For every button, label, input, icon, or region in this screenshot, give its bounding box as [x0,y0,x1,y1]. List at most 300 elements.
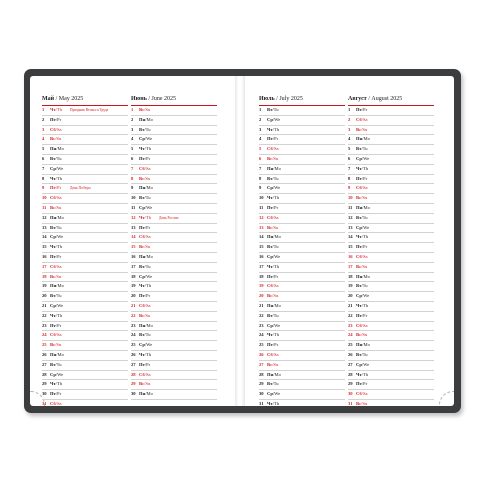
day-row[interactable] [42,253,128,263]
day-row[interactable] [259,145,345,155]
day-row[interactable] [259,273,345,283]
day-row[interactable] [259,351,345,361]
weekday-en: /Su [272,361,279,367]
weekday-ru: Чт [267,195,273,201]
weekday-ru: Сб [356,185,362,191]
day-number: 7 [348,165,351,171]
weekday-en: /Su [55,273,62,279]
day-row[interactable] [259,214,345,224]
day-number: 26 [348,351,353,357]
day-number: 15 [42,244,47,250]
weekday-en: /Tu [144,195,151,201]
weekday-ru: Чт [356,371,362,377]
weekday-ru: Пт [139,155,145,161]
day-row[interactable] [259,243,345,253]
weekday-ru: Вс [50,273,56,279]
weekday-ru: Вс [139,244,145,250]
month-title [348,96,434,106]
day-row[interactable] [131,351,217,361]
weekday-en: /Sa [55,195,62,201]
day-row[interactable] [348,126,434,136]
day-row[interactable] [259,390,345,400]
day-row[interactable] [259,400,345,406]
day-row[interactable] [131,390,217,400]
day-row[interactable] [348,204,434,214]
weekday-ru: Пн [267,165,274,171]
day-row[interactable] [348,282,434,292]
day-number: 12 [348,214,353,220]
day-row[interactable] [42,155,128,165]
day-row[interactable] [131,341,217,351]
day-row[interactable] [259,253,345,263]
weekday-en: /Su [144,107,151,112]
day-row[interactable] [131,106,217,116]
day-row[interactable] [42,204,128,214]
day-number: 18 [42,273,47,279]
day-row[interactable] [131,155,217,165]
weekday-en: /Fr [272,273,279,279]
day-row[interactable] [259,135,345,145]
day-number: 5 [348,146,351,152]
day-row[interactable] [348,116,434,126]
weekday-en: /Mo [56,351,64,357]
weekday-ru: Вт [50,293,56,299]
weekday-ru: Пт [50,322,56,328]
day-row[interactable] [42,135,128,145]
weekday-en: /Fr [361,244,368,250]
day-number: 16 [131,253,136,259]
day-row[interactable] [131,273,217,283]
weekday-ru: Чт [356,234,362,240]
day-row[interactable] [131,135,217,145]
day-row[interactable] [348,380,434,390]
day-row[interactable] [259,106,345,116]
day-number: 25 [131,342,136,348]
day-row[interactable] [259,292,345,302]
weekday-en: /Fr [144,361,151,367]
day-row[interactable] [348,145,434,155]
day-number: 14 [131,234,136,240]
day-row[interactable] [42,400,128,406]
day-number: 11 [131,204,136,210]
day-row[interactable] [42,145,128,155]
weekday-en: /We [272,391,281,397]
day-number: 4 [131,136,134,142]
weekday-en: /Mo [362,136,370,142]
day-row[interactable] [131,194,217,204]
day-number: 29 [348,381,353,387]
day-row[interactable] [259,282,345,292]
day-number: 14 [348,234,353,240]
day-row[interactable] [348,233,434,243]
weekday-ru: Вс [139,312,145,318]
weekday-ru: Сб [50,195,56,201]
day-number: 12 [42,214,47,220]
day-row[interactable] [348,390,434,400]
day-row[interactable] [42,322,128,332]
day-row[interactable] [259,302,345,312]
day-row[interactable] [131,380,217,390]
day-number: 29 [42,381,47,387]
weekday-ru: Чт [267,263,273,269]
day-row[interactable] [131,224,217,234]
weekday-en: /We [272,253,281,259]
day-number: 4 [42,136,45,142]
day-number: 22 [131,312,136,318]
book-gutter [235,76,245,406]
day-row[interactable] [348,371,434,381]
weekday-en: /Tu [272,175,279,181]
weekday-en: /We [361,293,370,299]
weekday-ru: Пт [50,253,56,259]
day-number: 31 [259,400,264,406]
day-row[interactable] [131,371,217,381]
weekday-ru: Ср [356,361,362,367]
day-row[interactable] [131,253,217,263]
day-number: 3 [42,126,45,132]
day-number: 10 [259,195,264,201]
day-row[interactable] [348,351,434,361]
day-number: 21 [348,302,353,308]
weekday-en: /Tu [361,283,368,289]
weekday-en: /Sa [55,263,62,269]
weekday-en: /Su [272,293,279,299]
day-row[interactable] [131,116,217,126]
day-row[interactable] [42,390,128,400]
weekday-en: /Th [272,400,280,406]
weekday-en: /Th [361,371,369,377]
day-row[interactable] [131,361,217,371]
day-row[interactable] [259,331,345,341]
weekday-en: /Sa [144,371,151,377]
day-number: 29 [131,381,136,387]
weekday-en: /Mo [362,342,370,348]
day-row[interactable] [348,224,434,234]
weekday-ru: Чт [50,244,56,250]
weekday-ru: Вс [267,224,273,230]
day-row[interactable] [42,312,128,322]
month-title [42,96,128,106]
weekday-ru: Ср [50,371,56,377]
weekday-en: /Th [361,165,369,171]
day-row[interactable] [42,282,128,292]
day-row[interactable] [42,371,128,381]
weekday-en: /Th [272,263,280,269]
day-row[interactable] [259,263,345,273]
day-row[interactable] [42,341,128,351]
weekday-ru: Пн [267,302,274,308]
day-row[interactable] [131,322,217,332]
weekday-ru: Чт [139,283,145,289]
day-row[interactable] [259,126,345,136]
month-name-en: / July 2025 [274,96,303,102]
day-row[interactable] [42,292,128,302]
day-row[interactable] [348,273,434,283]
day-number: 24 [42,332,47,338]
day-row[interactable] [42,184,128,194]
day-row[interactable] [259,116,345,126]
weekday-ru: Вс [356,263,362,269]
day-row[interactable] [259,175,345,185]
day-row[interactable] [348,165,434,175]
day-row[interactable] [348,214,434,224]
weekday-en: /Fr [272,136,279,142]
weekday-ru: Вт [50,361,56,367]
day-row[interactable] [42,263,128,273]
day-row[interactable] [348,302,434,312]
weekday-en: /Tu [55,361,62,367]
day-number: 2 [42,116,45,122]
day-row[interactable] [131,184,217,194]
day-row[interactable] [348,341,434,351]
day-number: 21 [259,302,264,308]
weekday-ru: Сб [356,391,362,397]
day-number: 10 [131,195,136,201]
day-number: 6 [348,155,351,161]
weekday-ru: Пн [139,253,146,259]
day-row[interactable] [131,175,217,185]
day-row[interactable] [348,253,434,263]
weekday-en: /Tu [272,107,279,112]
weekday-ru: Чт [139,146,145,152]
weekday-ru: Пн [139,116,146,122]
weekday-ru: Ср [50,234,56,240]
month-name-en: / May 2025 [54,96,84,102]
day-row[interactable] [348,331,434,341]
weekday-en: /Th [361,302,369,308]
weekday-en: /Sa [272,351,279,357]
weekday-en: /We [272,116,281,122]
weekday-ru: Сб [356,116,362,122]
day-row[interactable] [131,263,217,273]
day-number: 2 [259,116,262,122]
day-row[interactable] [348,292,434,302]
day-number: 15 [131,244,136,250]
day-number: 14 [42,234,47,240]
weekday-ru: Вс [267,293,273,299]
day-row[interactable] [131,312,217,322]
weekday-en: /Th [272,332,280,338]
day-row[interactable] [348,400,434,406]
weekday-en: /Su [361,195,368,201]
month-title [259,96,345,106]
day-row[interactable] [131,243,217,253]
day-row[interactable] [42,273,128,283]
weekday-en: /Fr [55,253,62,259]
day-number: 18 [259,273,264,279]
weekday-ru: Пн [139,322,146,328]
day-number: 28 [348,371,353,377]
day-number: 17 [259,263,264,269]
weekday-en: /Mo [145,322,153,328]
weekday-ru: Пн [139,391,146,397]
day-row[interactable] [42,194,128,204]
weekday-ru: Пн [356,342,363,348]
weekday-en: /Fr [361,312,368,318]
weekday-en: /Su [144,175,151,181]
day-number: 22 [259,312,264,318]
weekday-en: /Fr [55,116,62,122]
weekday-ru: Чт [139,351,145,357]
weekday-ru: Пт [267,342,273,348]
weekday-ru: Вт [139,332,145,338]
weekday-en: /Sa [272,283,279,289]
weekday-en: /Fr [361,107,368,112]
day-row[interactable] [131,214,217,224]
day-row[interactable] [131,282,217,292]
day-number: 26 [131,351,136,357]
weekday-ru: Вт [139,195,145,201]
day-row[interactable] [348,361,434,371]
weekday-en: /Mo [273,302,281,308]
day-row[interactable] [259,380,345,390]
weekday-en: /Mo [273,234,281,240]
weekday-ru: Пт [356,107,362,112]
weekday-en: /Th [361,234,369,240]
day-number: 10 [42,195,47,201]
day-row[interactable] [259,312,345,322]
day-row[interactable] [348,175,434,185]
day-row[interactable] [259,165,345,175]
weekday-ru: Вс [50,136,56,142]
weekday-ru: Вс [139,381,145,387]
weekday-ru: Ср [50,302,56,308]
day-row[interactable] [259,361,345,371]
day-row[interactable] [259,194,345,204]
day-row[interactable] [348,263,434,273]
weekday-en: /Tu [361,146,368,152]
day-row[interactable] [348,322,434,332]
month-column-3 [348,96,434,406]
weekday-ru: Пт [139,293,145,299]
day-number: 25 [259,342,264,348]
day-row[interactable] [131,302,217,312]
day-number: 23 [42,322,47,328]
day-row[interactable] [131,165,217,175]
day-row[interactable] [42,116,128,126]
day-number: 1 [42,107,45,112]
day-row[interactable] [42,302,128,312]
blank-row [131,400,217,406]
month-title [131,96,217,106]
weekday-en: /Th [272,195,280,201]
day-number: 20 [42,293,47,299]
day-number: 9 [131,185,134,191]
day-row[interactable] [348,106,434,116]
day-row[interactable] [42,351,128,361]
weekday-en: /Tu [144,126,151,132]
weekday-ru: Пн [50,214,57,220]
day-row[interactable] [259,204,345,214]
weekday-ru: Ср [267,322,273,328]
day-row[interactable] [42,233,128,243]
weekday-ru: Вт [267,107,273,112]
weekday-ru: Вс [50,342,56,348]
day-row[interactable] [348,155,434,165]
day-row[interactable] [42,380,128,390]
day-row[interactable] [348,243,434,253]
left-page [30,76,235,406]
month-name-en: / June 2025 [146,96,177,102]
weekday-en: /Tu [55,155,62,161]
day-number: 26 [42,351,47,357]
day-row[interactable] [131,145,217,155]
weekday-en: /We [144,204,153,210]
weekday-ru: Вс [267,361,273,367]
day-row[interactable] [42,175,128,185]
day-row[interactable] [259,155,345,165]
weekday-ru: Сб [356,253,362,259]
weekday-en: /Th [55,312,63,318]
day-number: 4 [348,136,351,142]
day-row[interactable] [131,331,217,341]
weekday-ru: Вс [50,204,56,210]
day-row[interactable] [259,184,345,194]
day-number: 26 [259,351,264,357]
day-row[interactable] [131,233,217,243]
weekday-ru: Сб [50,400,56,406]
weekday-ru: Сб [50,263,56,269]
day-row[interactable] [42,106,128,116]
day-number: 9 [348,185,351,191]
day-row[interactable] [42,331,128,341]
weekday-ru: Ср [267,253,273,259]
day-row[interactable] [131,292,217,302]
day-row[interactable] [259,341,345,351]
weekday-en: /Su [144,312,151,318]
weekday-en: /Th [55,244,63,250]
day-row[interactable] [348,135,434,145]
month-name-ru: Июнь [131,96,147,102]
day-row[interactable] [42,243,128,253]
weekday-ru: Ср [139,136,145,142]
day-number: 20 [348,293,353,299]
weekday-en: /Su [144,244,151,250]
weekday-en: /Sa [55,332,62,338]
day-row[interactable] [42,165,128,175]
day-row[interactable] [42,224,128,234]
weekday-en: /We [272,322,281,328]
weekday-en: /Su [55,342,62,348]
day-row[interactable] [259,322,345,332]
day-row[interactable] [42,361,128,371]
day-row[interactable] [259,371,345,381]
weekday-en: /Su [361,400,368,406]
day-number: 27 [259,361,264,367]
day-number: 19 [42,283,47,289]
month-column-0 [42,96,128,406]
day-row[interactable] [42,126,128,136]
day-number: 25 [42,342,47,348]
day-row[interactable] [42,214,128,224]
weekday-en: /Th [272,126,280,132]
weekday-en: /Fr [144,155,151,161]
day-row[interactable] [348,194,434,204]
day-number: 13 [42,224,47,230]
weekday-en: /Mo [273,165,281,171]
weekday-ru: Вт [356,146,362,152]
day-row[interactable] [131,126,217,136]
weekday-ru: Пт [267,273,273,279]
weekday-ru: Пн [356,204,363,210]
day-number: 21 [131,302,136,308]
day-row[interactable] [131,204,217,214]
day-number: 18 [131,273,136,279]
day-row[interactable] [259,233,345,243]
day-row[interactable] [348,184,434,194]
day-row[interactable] [259,224,345,234]
day-row[interactable] [348,312,434,322]
